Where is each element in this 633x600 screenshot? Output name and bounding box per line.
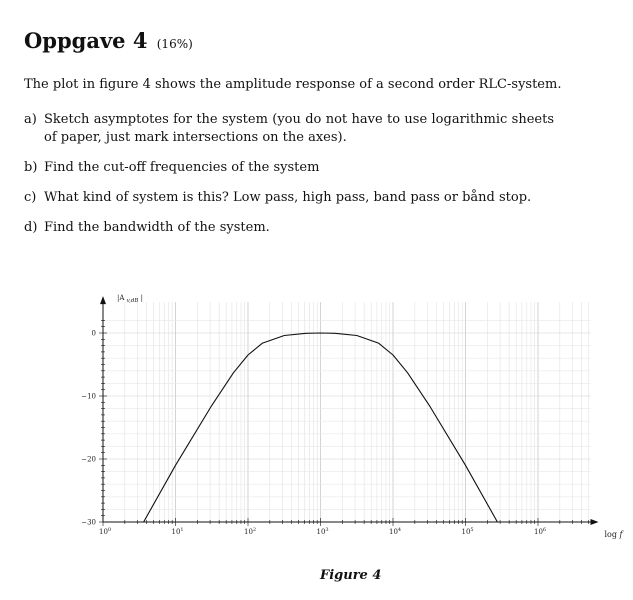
task-d (24, 219, 554, 237)
task-text: Find the cut-off frequencies of the system (44, 160, 320, 175)
task-letter: d) (24, 220, 38, 235)
exercise-weight: (16%) (156, 37, 193, 51)
chart-axes (100, 296, 599, 525)
y-axis-label-end: | (140, 294, 144, 303)
task-text: Find the bandwidth of the system. (44, 220, 270, 235)
x-tick-label: $10^6$ (534, 527, 547, 536)
figure-caption: Figure 4 (320, 568, 382, 583)
y-axis-label-main: |A (117, 294, 125, 303)
y-axis-label (117, 294, 143, 304)
x-tick-label: $10^4$ (389, 527, 402, 536)
x-axis-label-main: log (604, 530, 620, 539)
exercise-title: Oppgave 4 (24, 28, 148, 53)
x-tick-label: $10^1$ (171, 527, 184, 536)
y-tick-label: −30 (81, 518, 96, 527)
task-text: What kind of system is this? Low pass, high pass, band pass or bånd stop. (44, 190, 532, 205)
chart-grid (103, 302, 591, 522)
task-c (24, 189, 554, 207)
task-letter: c) (24, 190, 37, 205)
task-a (24, 111, 554, 147)
x-tick-label: $10^2$ (244, 527, 257, 536)
x-axis-arrow (591, 519, 599, 525)
x-axis-label-var: f (619, 530, 623, 539)
x-tick-label: $10^0$ (99, 527, 112, 536)
y-tick-label: 0 (91, 329, 96, 338)
y-tick-label: −10 (81, 392, 96, 401)
task-letter: b) (24, 160, 38, 175)
y-tick-label: −20 (81, 455, 96, 464)
amplitude-response-chart (60, 272, 623, 562)
task-text: Sketch asymptotes for the system (you do not have to use logarithmic sheets of paper, just mark intersections on the axes). (44, 112, 554, 145)
task-letter: a) (24, 112, 37, 127)
task-list (24, 111, 554, 249)
exercise-heading (24, 28, 193, 53)
chart-ticks (81, 320, 588, 536)
x-tick-label: $10^5$ (461, 527, 474, 536)
x-tick-label: $10^3$ (316, 527, 329, 536)
task-b (24, 159, 554, 177)
intro-paragraph: The plot in figure 4 shows the amplitude response of a second order RLC-system. (24, 77, 562, 92)
y-axis-arrow (100, 296, 106, 304)
y-axis-label-sub: v,dB (126, 298, 139, 305)
x-axis-label (605, 530, 625, 539)
